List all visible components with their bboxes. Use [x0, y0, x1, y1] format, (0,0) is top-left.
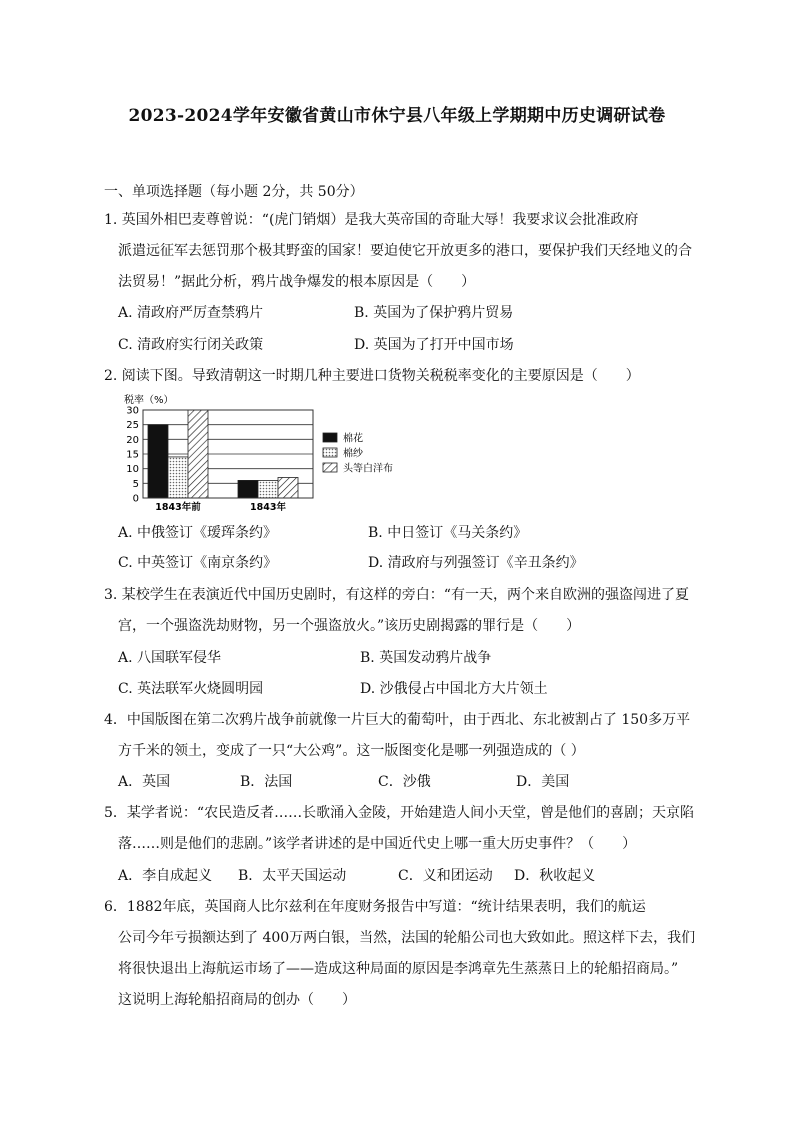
section-heading: 一、单项选择题（每小题 2分，共 50分）: [104, 184, 364, 200]
question-2-options-row-1: [118, 518, 718, 549]
chart-bar: [168, 457, 188, 498]
page-title: 2023-2024学年安徽省黄山市休宁县八年级上学期期中历史调研试卷: [128, 106, 666, 126]
chart-y-tick-label: 15: [126, 449, 139, 461]
question-6-line-4: 这说明上海轮船招商局的创办（ ）: [118, 992, 356, 1008]
question-5-option-b[interactable]: B．太平天国运动: [238, 868, 347, 884]
question-4: [104, 705, 704, 767]
chart-y-tick-label: 30: [126, 405, 139, 417]
question-3-option-d[interactable]: D. 沙俄侵占中国北方大片领土: [360, 681, 548, 697]
chart-y-tick-label: 0: [132, 493, 139, 505]
question-1-options-row-1: [118, 298, 718, 329]
chart-y-tick-label: 25: [126, 420, 139, 432]
chart-legend-label: 头等白洋布: [343, 463, 393, 475]
question-2-options-row-2: [118, 548, 718, 579]
question-5-option-c[interactable]: C．义和团运动: [398, 868, 493, 884]
question-2: [104, 361, 704, 392]
chart-bar: [258, 480, 278, 498]
chart-x-tick-label: 1843年: [250, 502, 286, 512]
question-3-line-2: 宫，一个强盗洗劫财物，另一个强盗放火。”该历史剧揭露的罪行是（ ）: [118, 618, 581, 634]
chart-legend-label: 棉花: [343, 433, 363, 445]
question-4-option-a[interactable]: A．英国: [118, 774, 171, 790]
chart-x-tick-label: 1843年前: [155, 502, 201, 512]
question-3: [104, 580, 704, 642]
chart-bar: [278, 477, 298, 498]
question-6: [104, 892, 704, 1016]
chart-ylabel: 税率（%）: [124, 395, 174, 406]
question-5: [104, 798, 704, 860]
question-2-option-a[interactable]: A. 中俄签订《瑷珲条约》: [118, 525, 278, 541]
tariff-chart-svg: [118, 394, 418, 512]
question-4-option-c[interactable]: C．沙俄: [378, 774, 431, 790]
chart-legend-label: 棉纱: [343, 448, 363, 460]
question-6-line-2: 公司今年亏损额达到了 400万两白银，当然，法国的轮船公司也大致如此。照这样下去，我们: [118, 930, 696, 946]
question-4-line-1: 4．中国版图在第二次鸦片战争前就像一片巨大的葡萄叶，由于西北、东北被割占了 150多万平: [104, 712, 691, 728]
chart-bar: [238, 480, 258, 498]
question-5-line-2: 落……则是他们的悲剧。”该学者讲述的是中国近代史上哪一重大历史事件？（ ）: [118, 836, 637, 852]
question-1: [104, 205, 704, 298]
question-3-line-1: 3. 某校学生在表演近代中国历史剧时，有这样的旁白：“有一天，两个来自欧洲的强盗闯进了夏: [104, 587, 689, 603]
question-4-option-b[interactable]: B．法国: [240, 774, 293, 790]
chart-legend-swatch: [323, 448, 337, 457]
question-4-option-d[interactable]: D．美国: [516, 774, 570, 790]
tariff-chart: [118, 394, 418, 512]
question-1-option-a[interactable]: A. 清政府严厉查禁鸦片: [118, 305, 264, 321]
question-5-line-1: 5．某学者说：“农民造反者……长歌涌入金陵，开始建造人间小天堂，曾是他们的喜剧；天京陷: [104, 805, 695, 821]
question-1-options-row-2: [118, 330, 718, 361]
chart-bar: [148, 425, 168, 498]
chart-bar: [188, 410, 208, 498]
question-1-option-d[interactable]: D. 英国为了打开中国市场: [354, 337, 514, 353]
question-1-line-2: 派遣远征军去惩罚那个极其野蛮的国家！要迫使它开放更多的港口，要保护我们天经地义的合: [118, 243, 692, 259]
question-3-option-b[interactable]: B. 英国发动鸦片战争: [360, 650, 492, 666]
question-3-options-row-1: [118, 643, 718, 674]
question-3-options-row-2: [118, 674, 718, 705]
question-1-line-1: 1. 英国外相巴麦尊曾说：“(虎门销烟）是我大英帝国的奇耻大辱！我要求议会批准政府: [104, 212, 639, 228]
question-1-option-c[interactable]: C. 清政府实行闭关政策: [118, 337, 264, 353]
chart-y-tick-label: 20: [126, 434, 139, 446]
question-4-line-2: 方千米的领土，变成了一只“大公鸡”。这一版图变化是哪一列强造成的（ ）: [118, 743, 585, 759]
question-1-line-3: 法贸易！”据此分析，鸦片战争爆发的根本原因是（ ）: [118, 274, 476, 290]
chart-legend-swatch: [323, 463, 337, 472]
question-2-option-c[interactable]: C. 中英签订《南京条约》: [118, 555, 278, 571]
chart-y-tick-label: 10: [126, 464, 139, 476]
question-2-line-1: 2. 阅读下图。导致清朝这一时期几种主要进口货物关税税率变化的主要原因是（ ）: [104, 368, 640, 384]
question-6-line-3: 将很快退出上海航运市场了——造成这种局面的原因是李鸿章先生蒸蒸日上的轮船招商局。”: [118, 961, 679, 977]
chart-legend-swatch: [323, 433, 337, 442]
question-5-option-d[interactable]: D．秋收起义: [514, 868, 596, 884]
question-2-option-d[interactable]: D. 清政府与列强签订《辛丑条约》: [368, 555, 584, 571]
question-1-option-b[interactable]: B. 英国为了保护鸦片贸易: [354, 305, 514, 321]
question-3-option-a[interactable]: A. 八国联军侵华: [118, 650, 222, 666]
question-2-option-b[interactable]: B. 中日签订《马关条约》: [368, 525, 528, 541]
chart-y-tick-label: 5: [132, 478, 139, 490]
question-6-line-1: 6．1882年底，英国商人比尔兹利在年度财务报告中写道：“统计结果表明，我们的航运: [104, 899, 646, 915]
question-5-option-a[interactable]: A．李自成起义: [118, 868, 213, 884]
question-3-option-c[interactable]: C. 英法联军火烧圆明园: [118, 681, 264, 697]
question-4-options-row: [118, 767, 718, 798]
question-5-options-row: [118, 861, 718, 892]
